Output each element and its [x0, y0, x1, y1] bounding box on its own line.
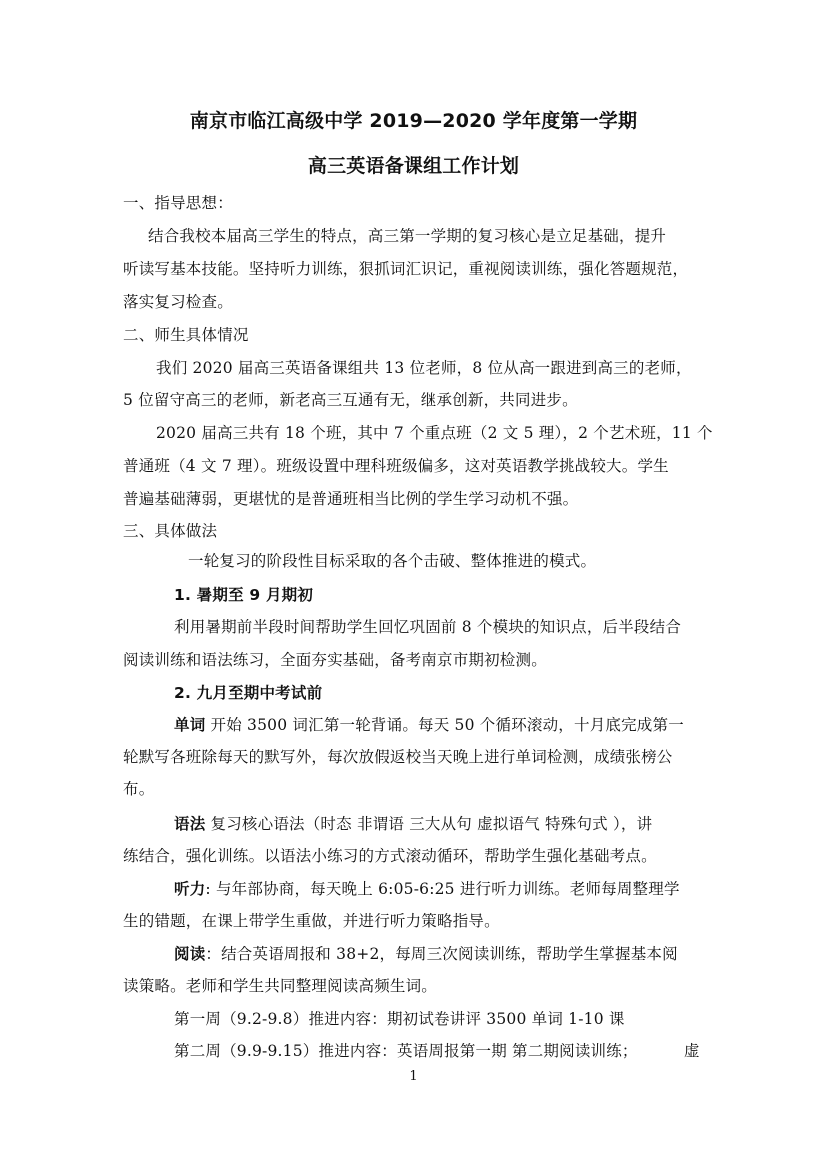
keyword-listening: 听力: [174, 880, 206, 898]
paragraph-line: [174, 943, 678, 965]
keyword-reading: 阅读: [174, 945, 206, 963]
paragraph-line: [174, 878, 680, 900]
paragraph-line: 5 位留守高三的老师，新老高三互通有无，继承创新，共同进步。: [123, 391, 578, 409]
paragraph-text: 复习核心语法（时态 非谓语 三大从句 虚拟语气 特殊句式 ），讲: [205, 815, 653, 833]
keyword-grammar: 语法: [174, 815, 206, 833]
schedule-week-1: 第一周（9.2-9.8）推进内容：期初试卷讲评 3500 单词 1-10 课: [174, 1010, 625, 1028]
document-subtitle: 高三英语备课组工作计划: [307, 155, 520, 177]
paragraph-line: [174, 714, 684, 736]
paragraph-line: 听读写基本技能。坚持听力训练，狠抓词汇识记，重视阅读训练，强化答题规范，: [123, 260, 689, 278]
paragraph-line: 练结合，强化训练。以语法小练习的方式滚动循环，帮助学生强化基础考点。: [123, 847, 657, 865]
paragraph-line: 2020 届高三共有 18 个班，其中 7 个重点班（2 文 5 理），2 个艺术班，11 个: [156, 424, 713, 442]
paragraph-line: [174, 813, 652, 835]
paragraph-text: : 与年部协商，每天晚上 6:05-6:25 进行听力训练。老师每周整理学: [205, 880, 680, 898]
paragraph-line: 轮默写各班除每天的默写外，每次放假返校当天晚上进行单词检测，成绩张榜公: [123, 748, 673, 766]
page-number: 1: [409, 1069, 418, 1084]
paragraph-line: 结合我校本届高三学生的特点，高三第一学期的复习核心是立足基础，提升: [148, 227, 667, 245]
paragraph-line: 我们 2020 届高三英语备课组共 13 位老师，8 位从高一跟进到高三的老师，: [156, 359, 692, 377]
paragraph-text: 开始 3500 词汇第一轮背诵。每天 50 个循环滚动，十月底完成第一: [205, 716, 684, 734]
paragraph-line: 读策略。老师和学生共同整理阅读高频生词。: [123, 977, 438, 995]
keyword-vocabulary: 单词: [174, 716, 206, 734]
document-title: 南京市临江高级中学 2019—2020 学年度第一学期: [189, 110, 638, 132]
paragraph-line: 阅读训练和语法练习，全面夯实基础，备考南京市期初检测。: [123, 651, 547, 669]
paragraph-line: 利用暑期前半段时间帮助学生回忆巩固前 8 个模块的知识点，后半段结合: [174, 618, 682, 636]
subsection-heading-summer: 1. 暑期至 9 月期初: [174, 586, 314, 604]
section-heading-situation: 二、师生具体情况: [123, 326, 249, 344]
schedule-week-2: 第二周（9.9-9.15）推进内容：英语周报第一期 第二期阅读训练；: [174, 1042, 638, 1060]
subsection-heading-september: 2. 九月至期中考试前: [174, 684, 323, 702]
paragraph-line: 普遍基础薄弱，更堪忧的是普通班相当比例的学生学习动机不强。: [123, 490, 579, 508]
paragraph-line: 一轮复习的阶段性目标采取的各个击破、整体推进的模式。: [188, 552, 597, 570]
paragraph-line: 普通班（4 文 7 理）。班级设置中理科班级偏多，这对英语教学挑战较大。学生: [123, 457, 669, 475]
section-heading-guiding-thought: 一、指导思想：: [123, 194, 233, 212]
paragraph-line: 布。: [123, 780, 155, 798]
paragraph-line: 生的错题，在课上带学生重做，并进行听力策略指导。: [123, 912, 500, 930]
schedule-week-2-continued: 虚: [684, 1042, 700, 1060]
paragraph-text: ：结合英语周报和 38+2，每周三次阅读训练，帮助学生掌握基本阅: [205, 945, 678, 963]
paragraph-line: 落实复习检查。: [123, 293, 233, 311]
section-heading-methods: 三、具体做法: [123, 522, 218, 540]
